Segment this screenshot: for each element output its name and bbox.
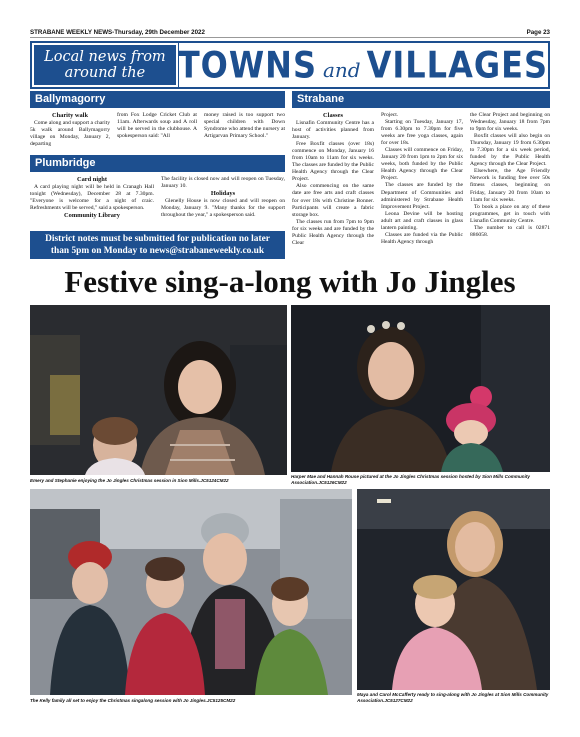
banner-local-news: Local news from xyxy=(44,49,166,65)
feature-headline: Festive sing-a-long with Jo Jingles xyxy=(64,264,516,299)
caption-photo-1: Emery and Stephanie enjoying the Jo Jingles Christmas session in Sion Mills.JC5124CM22 xyxy=(30,478,229,483)
photo-maya-and-carol xyxy=(357,489,550,690)
strabane-column-1 xyxy=(292,112,374,259)
subheading-holidays: Holidays xyxy=(210,190,236,198)
plumbridge-column-2 xyxy=(161,176,285,228)
ballymagorry-column-1 xyxy=(30,112,110,154)
notice-line-2: than 5pm on Monday to news@strabaneweekly.co.uk xyxy=(50,246,265,256)
banner-left-panel xyxy=(32,43,178,87)
subheading-charity-walk: Charity walk xyxy=(51,112,89,119)
banner-towns: TOWNS xyxy=(177,43,317,87)
notice-line-1: District notes must be submitted for publication no later xyxy=(45,234,270,244)
subheading-community-library: Community Library xyxy=(64,212,120,220)
banner-villages: VILLAGES xyxy=(366,43,548,87)
caption-photo-3: The Kelly family all set to enjoy the Christmas singalong session with Jo Jingles.JC5125CM22 xyxy=(30,698,236,703)
section-heading-ballymagorry: Ballymagorry xyxy=(30,91,285,108)
article-text: from Fox Lodge Cricket Club at 11am. Afterwards soup and A roll will be served in the clubhouse. A spokesperson said: "All xyxy=(117,112,197,140)
photo-kelly-family xyxy=(30,489,352,695)
page-header xyxy=(30,28,550,38)
strabane-column-2 xyxy=(381,112,463,259)
article-text: Boxfit classes will also begin on Thursday, January 19 from 6.30pm to 7.30pm for a six week period, funded by the Public Health Agency through the Clear Project. xyxy=(470,133,550,168)
article-text: To book a place on any of these programmes, get in touch with Lisnafin Community Centre. xyxy=(470,203,550,224)
article-text: Classes will commence on Friday, January 20 from 1pm to 2pm for six weeks, both funded by the Public Health Agency through the Clear Project. xyxy=(381,147,463,182)
article-text: Starting on Tuesday, January 17, from 6.30pm to 7.30pm for five weeks are free yoga classes, again for over 18s. xyxy=(381,119,463,147)
plumbridge-column-1 xyxy=(30,176,154,228)
article-text: money raised is too support two special children with Down Syndrome who attend the nursery at Artigarvan Primary School." xyxy=(204,112,285,140)
banner-and: and xyxy=(323,58,361,82)
article-text: Glenelly House is now closed and will reopen on Monday, January 9. "Many thanks for the support throughout the year," a spokesperson said. xyxy=(161,198,285,219)
section-banner xyxy=(30,41,550,89)
strabane-column-3 xyxy=(470,112,550,259)
article-text: The number to call is 02871 886058. xyxy=(470,224,550,238)
banner-around-the: around the xyxy=(64,65,146,81)
article-text: A card playing night will be held in Cranagh Hall tonight (Wednesday), December 28 at 7.30pm. "Everyone is welcome for a night of craic. Refreshments will be served," said a spokesperson. xyxy=(30,184,154,212)
photo-harper-mae-and-hannah xyxy=(291,305,550,472)
ballymagorry-column-2 xyxy=(117,112,197,154)
article-text: The classes are funded by the Department of Communities and administered by Strabane Health Improvement Project. xyxy=(381,182,463,210)
article-text: Elsewhere, the Age Friendly Network is funding free over 50s fitness classes, beginning on Friday, January 20 from 10am to 11am for six weeks. xyxy=(470,168,550,203)
article-text: Project. xyxy=(381,112,399,118)
article-text: Classes are funded via the Public Health Agency through xyxy=(381,231,463,245)
caption-photo-4: Maya and Carol McCafferty ready to sing-along with Jo Jingles at Sion Mills Community Association.JC5127CM22 xyxy=(357,692,549,703)
district-notes-notice xyxy=(30,231,285,259)
subheading-card-night: Card night xyxy=(76,176,107,183)
article-text: Also commencing on the same date are free arts and craft classes for over 18s with Christine Bonner. Participants will create a fabric storage box. xyxy=(292,183,374,218)
section-heading-strabane: Strabane xyxy=(292,91,550,108)
article-text: Come along and support a charity 5k walk around Ballymagorry village on Monday, January 2, departing xyxy=(30,120,110,148)
photo-emery-and-stephanie xyxy=(30,305,287,475)
caption-photo-2: Harper Mae and Hannah Rouse pictured at the Jo Jingles Christmas session hosted by Sion Mills Community Association.JC5126CM22 xyxy=(291,474,530,485)
header-page-number: Page 23 xyxy=(526,29,550,36)
article-text: Free Boxfit classes (over 18s) commence on Monday, January 16 from 10am to 11am for six weeks. The classes are funded by the Public Health Agency through the Clear Project. xyxy=(292,141,374,183)
article-text: The facility is closed now and will reopen on Tuesday, January 10. xyxy=(161,176,285,190)
article-text: Leona Devine will be hosting adult art and craft classes in glass lantern painting. xyxy=(381,210,463,231)
section-heading-plumbridge: Plumbridge xyxy=(30,155,285,172)
article-text: The classes run from 7pm to 9pm for six weeks and are funded by the Public Health Agency through the Clear xyxy=(292,218,374,246)
article-text: the Clear Project and beginning on Wednesday, January 18 from 7pm to 9pm for six weeks. xyxy=(470,112,550,133)
banner-title xyxy=(178,43,548,87)
article-text: Lisnafin Community Centre has a host of activities planned from January. xyxy=(292,120,374,141)
ballymagorry-column-3 xyxy=(204,112,285,154)
subheading-classes: Classes xyxy=(323,112,343,119)
header-publication-date: STRABANE WEEKLY NEWS-Thursday, 29th December 2022 xyxy=(30,29,205,36)
